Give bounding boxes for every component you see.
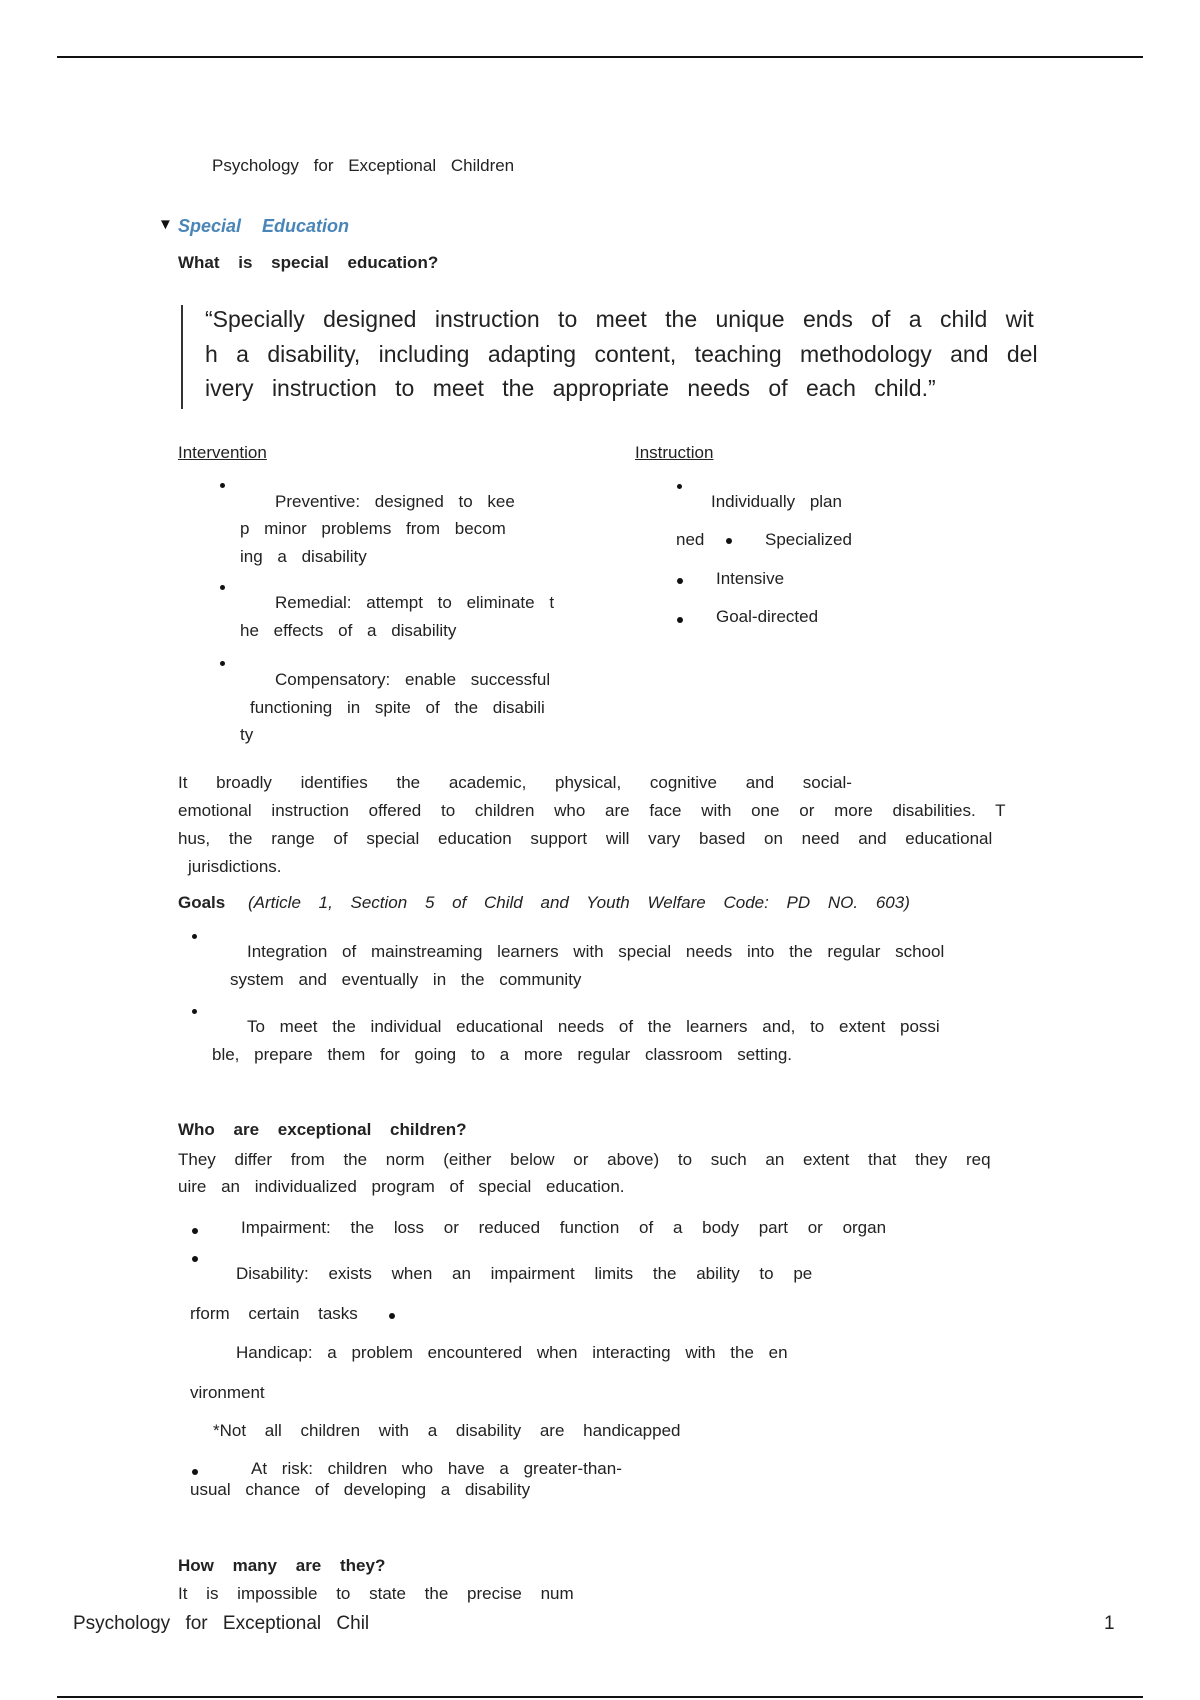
instruction-line-3: Specialized: [765, 530, 852, 549]
who-item-8: usual chance of developing a disability: [190, 1480, 531, 1499]
intervention-item-3-line-3: ty: [240, 725, 254, 744]
quote-bar: [181, 305, 183, 409]
intervention-item-2-line-2: he effects of a disability: [240, 621, 457, 640]
who-item-3: rform certain tasks: [190, 1304, 358, 1323]
instruction-line-4: Intensive: [716, 569, 785, 588]
who-item-7: At risk: children who have a greater-than-: [251, 1459, 622, 1478]
section-title[interactable]: Special Education: [178, 216, 350, 236]
bullet-dot: [192, 1469, 198, 1475]
intervention-item-1-line-2: p minor problems from becom: [240, 519, 506, 538]
instruction-line-1: Individually plan: [711, 492, 842, 511]
who-item-4: Handicap: a problem encountered when interacting with the en: [236, 1343, 788, 1362]
intervention-item-1-line-3: ing a disability: [240, 547, 367, 566]
footer-title: Psychology for Exceptional Chil: [73, 1613, 370, 1634]
page-number: 1: [1104, 1613, 1115, 1634]
who-line-1: They differ from the norm (either below or above) to such an extent that they req: [178, 1150, 991, 1169]
bullet-dot: [726, 538, 732, 544]
bullet-dot: [677, 484, 682, 489]
what-heading: What is special education?: [178, 253, 439, 272]
instruction-line-5: Goal-directed: [716, 607, 819, 626]
who-line-2: uire an individualized program of special education.: [178, 1177, 625, 1196]
goal-2-line-2: ble, prepare them for going to a more regular classroom setting.: [212, 1045, 793, 1064]
intervention-item-3-line-1: Compensatory: enable successful: [275, 670, 551, 689]
bullet-dot: [677, 617, 683, 623]
goal-2-line-1: To meet the individual educational needs of the learners and, to extent possi: [247, 1017, 940, 1036]
paragraph-line-1: It broadly identifies the academic, physical, cognitive and social-: [178, 773, 852, 792]
quote-line-3: ivery instruction to meet the appropriate needs of each child.”: [205, 375, 936, 401]
paragraph-line-2: emotional instruction offered to children who are face with one or more disabilities. T: [178, 801, 1006, 820]
bullet-dot: [220, 585, 225, 590]
instruction-line-2: ned: [676, 530, 705, 549]
goals-label: Goals: [178, 893, 226, 912]
bullet-dot: [677, 578, 683, 584]
bullet-dot: [220, 661, 225, 666]
bottom-rule: [57, 1696, 1143, 1698]
intervention-item-2-line-1: Remedial: attempt to eliminate t: [275, 593, 555, 612]
paragraph-line-4: jurisdictions.: [188, 857, 282, 876]
quote-line-1: “Specially designed instruction to meet the unique ends of a child wit: [205, 306, 1034, 332]
goal-1-line-1: Integration of mainstreaming learners with special needs into the regular school: [247, 942, 945, 961]
who-heading: Who are exceptional children?: [178, 1120, 467, 1139]
bullet-dot: [192, 1009, 197, 1014]
who-item-2: Disability: exists when an impairment limits the ability to pe: [236, 1264, 813, 1283]
quote-line-2: h a disability, including adapting content, teaching methodology and del: [205, 341, 1038, 367]
bullet-dot: [192, 1256, 198, 1262]
goal-1-line-2: system and eventually in the community: [230, 970, 582, 989]
who-item-6: *Not all children with a disability are handicapped: [213, 1421, 681, 1440]
intervention-item-3-line-2: functioning in spite of the disabili: [250, 698, 545, 717]
how-many-heading: How many are they?: [178, 1556, 386, 1575]
paragraph-line-3: hus, the range of special education support will vary based on need and educational: [178, 829, 993, 848]
bullet-dot: [192, 934, 197, 939]
bullet-dot: [192, 1228, 198, 1234]
top-rule: [57, 56, 1143, 58]
instruction-label: Instruction: [635, 443, 714, 462]
header-title: Psychology for Exceptional Children: [212, 156, 515, 175]
intervention-label: Intervention: [178, 443, 267, 462]
who-item-1: Impairment: the loss or reduced function of a body part or organ: [241, 1218, 887, 1237]
goals-citation: (Article 1, Section 5 of Child and Youth Welfare Code: PD NO. 603): [248, 893, 910, 912]
bullet-dot: [220, 483, 225, 488]
who-item-5: vironment: [190, 1383, 265, 1402]
how-many-text: It is impossible to state the precise num: [178, 1584, 574, 1603]
intervention-item-1-line-1: Preventive: designed to kee: [275, 492, 515, 511]
triangle-down-icon[interactable]: ▼: [158, 216, 173, 233]
bullet-dot: [389, 1313, 395, 1319]
